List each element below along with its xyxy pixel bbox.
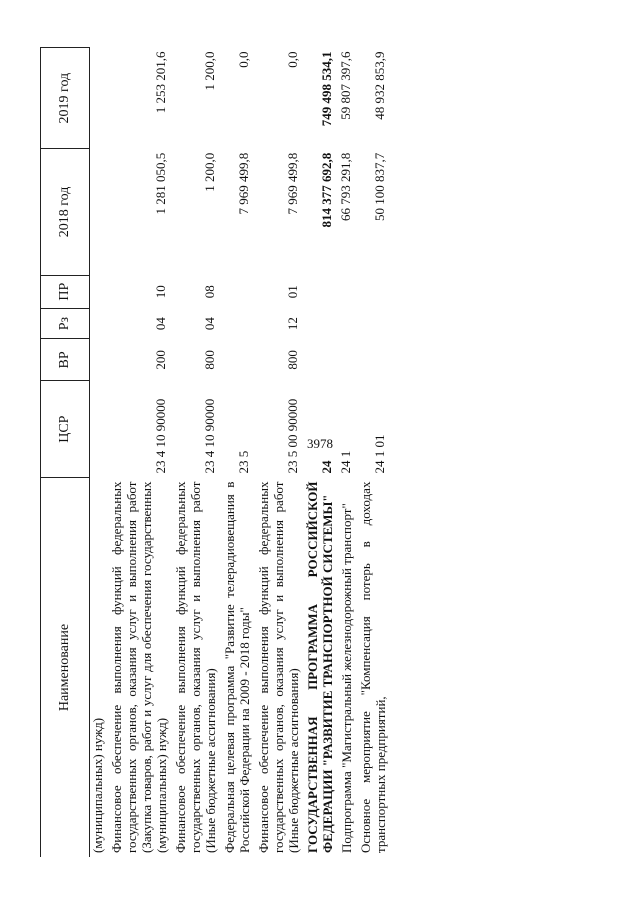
row-2018: 7 969 499,8	[236, 152, 251, 215]
row-rz: 12	[285, 317, 300, 331]
table-row	[303, 48, 337, 858]
header-2018: 2018 год	[41, 149, 90, 275]
row-csr: 23 5 00 90000	[285, 398, 300, 474]
row-vr	[303, 339, 337, 381]
row-pr: 08	[202, 285, 217, 299]
table-row	[337, 48, 356, 858]
header-vr: ВР	[41, 339, 90, 381]
row-csr: 24	[319, 460, 334, 474]
row-name: ГОСУДАРСТВЕННАЯ ПРОГРАММА РОССИЙСКОЙ ФЕДЕРАЦИИ "РАЗВИТИЕ ТРАНСПОРТНОЙ СИСТЕМЫ"	[305, 481, 335, 853]
row-rz	[356, 308, 390, 339]
row-2019: 0,0	[236, 51, 251, 68]
row-name: (муниципальных) нужд)	[90, 717, 105, 853]
row-rz: 04	[153, 317, 168, 331]
table-row	[90, 48, 108, 858]
table-row	[220, 48, 254, 858]
table-row	[356, 48, 390, 858]
row-csr: 23 5	[236, 450, 251, 474]
header-pr: ПР	[41, 275, 90, 308]
row-2018: 7 969 499,8	[285, 152, 300, 215]
header-rz: Рз	[41, 308, 90, 339]
row-2018: 1 281 050,5	[153, 152, 168, 215]
header-name: Наименование	[41, 478, 90, 857]
row-csr	[90, 381, 108, 478]
row-csr: 23 4 10 90000	[202, 398, 217, 474]
rotated-page-content	[40, 47, 600, 857]
row-rz: 04	[202, 317, 217, 331]
row-pr: 10	[153, 285, 168, 299]
row-2019: 749 498 534,1	[319, 51, 334, 127]
header-2019: 2019 год	[41, 48, 90, 149]
row-vr: 800	[285, 350, 300, 370]
table-header-row	[41, 48, 90, 858]
row-name: Финансовое обеспечение выполнения функций федеральных государственных органов, оказания услуг и выполнения работ (Иные бюджетные ассигнования)	[173, 481, 218, 853]
row-2019: 1 200,0	[202, 51, 217, 91]
row-pr	[337, 275, 356, 308]
row-csr: 24 1 01	[372, 434, 387, 474]
row-2018: 66 793 291,8	[338, 152, 353, 221]
row-vr	[356, 339, 390, 381]
row-2019	[90, 48, 108, 149]
row-2019: 59 807 397,6	[338, 51, 353, 120]
row-vr: 200	[153, 350, 168, 370]
row-pr	[303, 275, 337, 308]
row-2019: 48 932 853,9	[372, 51, 387, 120]
budget-table	[40, 47, 390, 857]
row-pr	[90, 275, 108, 308]
row-2019: 0,0	[285, 51, 300, 68]
row-name: Основное мероприятие "Компенсация потерь в доходах транспортных предприятий,	[358, 481, 388, 853]
table-row	[254, 48, 303, 858]
row-vr: 800	[202, 350, 217, 370]
row-2019: 1 253 201,6	[153, 51, 168, 114]
row-name: Финансовое обеспечение выполнения функций федеральных государственных органов, оказания услуг и выполнения работ (Иные бюджетные ассигнования)	[256, 481, 301, 853]
row-rz	[90, 308, 108, 339]
row-vr	[220, 339, 254, 381]
row-2018: 814 377 692,8	[319, 152, 334, 228]
row-rz	[220, 308, 254, 339]
row-name: Финансовое обеспечение выполнения функций федеральных государственных органов, оказания услуг и выполнения работ (Закупка товаров, работ и услуг для обеспечения государственных (муниципальных) нужд)	[109, 481, 169, 853]
header-csr: ЦСР	[41, 381, 90, 478]
row-vr	[90, 339, 108, 381]
row-2018: 50 100 837,7	[372, 152, 387, 221]
row-vr	[337, 339, 356, 381]
row-csr: 24 1	[338, 450, 353, 474]
row-pr: 01	[285, 285, 300, 299]
row-pr	[356, 275, 390, 308]
table-row	[171, 48, 220, 858]
row-2018	[90, 149, 108, 275]
row-name: Подпрограмма "Магистральный железнодорожный транспорт"	[339, 503, 354, 853]
row-rz	[337, 308, 356, 339]
row-csr: 23 4 10 90000	[153, 398, 168, 474]
table-row	[107, 48, 171, 858]
page-number: 3978	[307, 436, 333, 451]
row-pr	[220, 275, 254, 308]
row-name: Федеральная целевая программа "Развитие телерадиовещания в Российской Федерации на 2009 - 2018 годы"	[222, 481, 252, 853]
row-2018: 1 200,0	[202, 152, 217, 192]
row-rz	[303, 308, 337, 339]
